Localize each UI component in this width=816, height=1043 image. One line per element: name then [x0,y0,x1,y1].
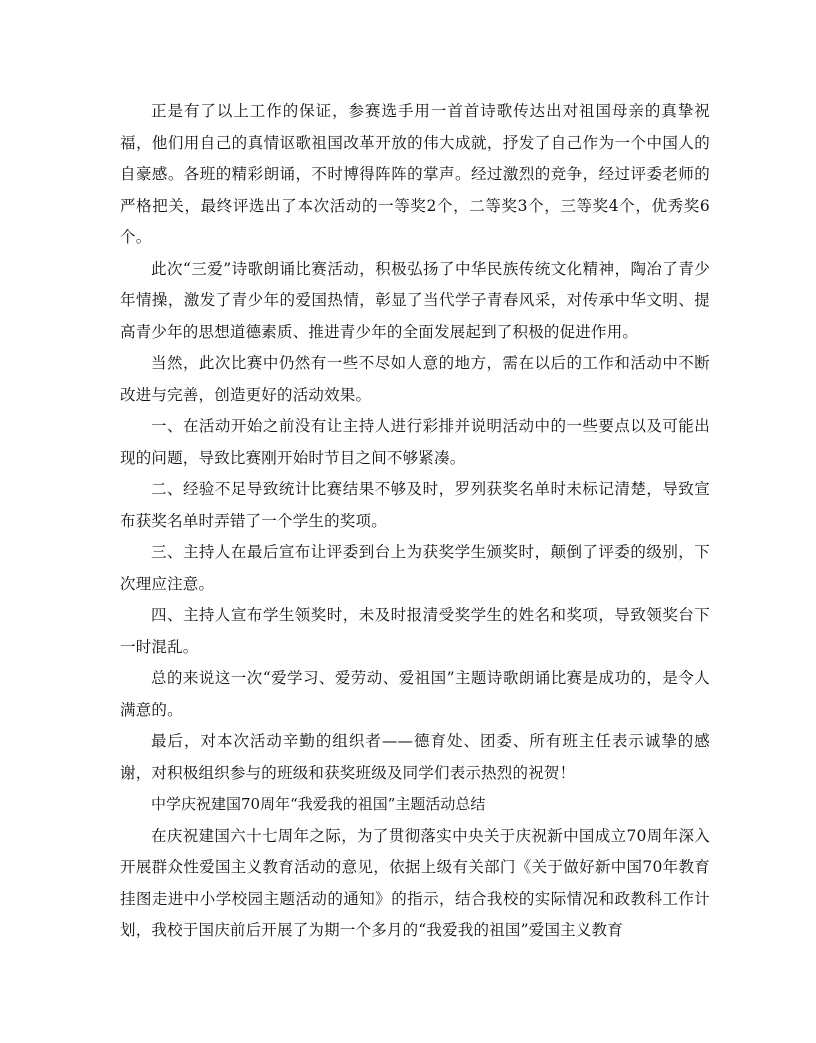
paragraph-issue-four: 四、主持人宣布学生领奖时，未及时报清受奖学生的姓名和奖项，导致领奖台下一时混乱。 [120,606,710,656]
paragraph-issue-three: 三、主持人在最后宣布让评委到台上为获奖学生颁奖时，颠倒了评委的级别，下次理应注意。 [120,543,710,593]
paragraph-significance: 此次“三爱”诗歌朗诵比赛活动，积极弘扬了中华民族传统文化精神，陶冶了青少年情操，激发了青少年的爱国热情，彰显了当代学子青春风采，对传承中华文明、提高青少年的思想道德素质、推进青少年的全面发展起到了积极的促进作用。 [120,259,710,341]
paragraph-closing: 在庆祝建国六十七周年之际，为了贯彻落实中央关于庆祝新中国成立70周年深入开展群众性爱国主义教育活动的意见，依据上级有关部门《关于做好新中国70年教育挂图走进中小学校园主题活动的通知》的指示，结合我校的实际情况和政教科工作计划，我校于国庆前后开展了为期一个多月的“我爱我的祖国”爱国主义教育 [120,826,710,939]
paragraph-shortcomings-intro: 当然，此次比赛中仍然有一些不尽如人意的地方，需在以后的工作和活动中不断改进与完善，创造更好的活动效果。 [120,354,710,404]
paragraph-thanks: 最后，对本次活动辛勤的组织者——德育处、团委、所有班主任表示诚挚的感谢，对积极组织参与的班级和获奖班级及同学们表示热烈的祝贺！ [120,732,710,782]
section-title: 中学庆祝建国70周年“我爱我的祖国”主题活动总结 [151,795,486,813]
paragraph-summary: 总的来说这一次“爱学习、爱劳动、爱祖国”主题诗歌朗诵比赛是成功的，是令人满意的。 [120,669,710,719]
paragraph-issue-one: 一、在活动开始之前没有让主持人进行彩排并说明活动中的一些要点以及可能出现的问题，导致比赛刚开始时节目之间不够紧凑。 [120,417,710,467]
paragraph-results: 正是有了以上工作的保证，参赛选手用一首首诗歌传达出对祖国母亲的真挚祝福，他们用自己的真情讴歌祖国改革开放的伟大成就，抒发了自己作为一个中国人的自豪感。各班的精彩朗诵，不时博得阵阵的掌声。经过激烈的竞争，经过评委老师的严格把关，最终评选出了本次活动的一等奖2个，二等奖3个，三等奖4个，优秀奖6个。 [120,102,710,246]
paragraph-issue-two: 二、经验不足导致统计比赛结果不够及时，罗列获奖名单时未标记清楚，导致宣布获奖名单时弄错了一个学生的奖项。 [120,480,710,530]
